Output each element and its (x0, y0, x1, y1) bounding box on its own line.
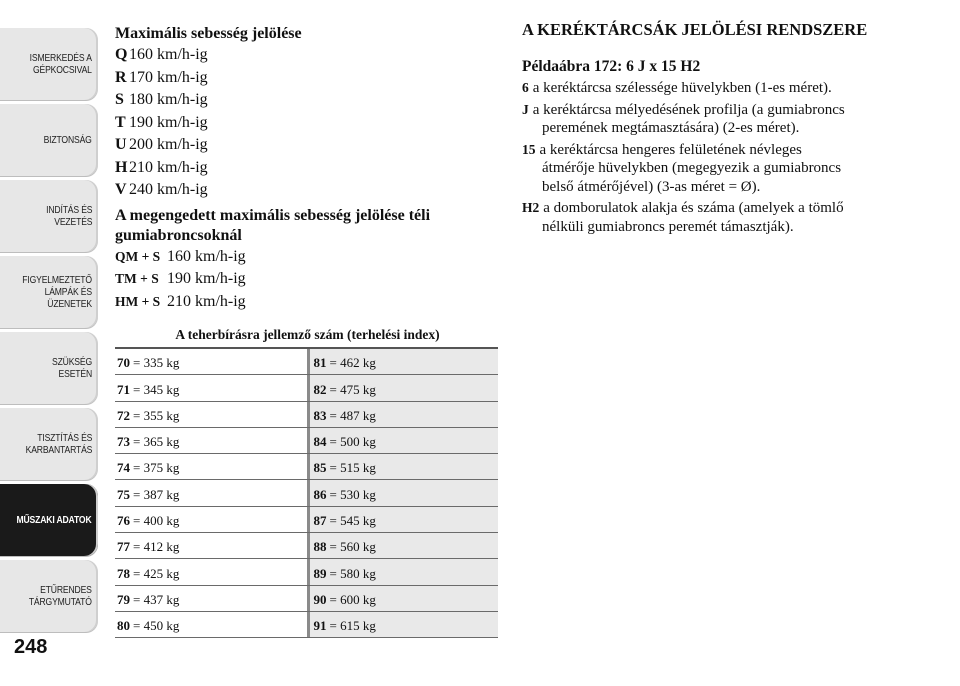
rim-item (522, 141, 902, 197)
rim-code: 6 (522, 80, 529, 95)
load-index-cell (115, 533, 307, 558)
load-index-cell (115, 559, 307, 584)
rim-item (522, 199, 902, 236)
load-index-weight: = 400 kg (133, 513, 180, 529)
speed-item: V 240 km/h-ig (115, 181, 208, 198)
tab-starting-driving[interactable] (0, 180, 98, 252)
load-index-number: 84 (313, 434, 327, 450)
load-index-weight: = 412 kg (133, 539, 180, 555)
load-index-weight: = 425 kg (133, 565, 180, 581)
load-index-number: 91 (313, 618, 327, 634)
load-index-cell (115, 507, 307, 532)
load-index-cell (307, 586, 499, 611)
rim-text: a keréktárcsa mélyedésének profilja (a gumiabroncs (532, 101, 845, 118)
load-index-number: 90 (313, 591, 327, 607)
table-row (115, 428, 498, 454)
rim-code: H2 (522, 200, 540, 215)
tab-technical-data[interactable] (0, 484, 98, 556)
load-index-number: 82 (313, 381, 327, 397)
load-index-weight: = 515 kg (329, 460, 376, 476)
rim-section (522, 20, 902, 236)
winter-speed-heading: A megengedett maximális sebesség jelölése téli gumiabroncsoknál (115, 206, 431, 244)
load-index-number: 77 (117, 539, 130, 555)
load-index-weight: = 560 kg (329, 539, 376, 555)
load-index-weight: = 365 kg (133, 434, 180, 450)
load-index-weight: = 355 kg (133, 407, 180, 423)
tab-label: ETŰRENDES TÁRGYMUTATÓ (29, 584, 92, 608)
load-index-table (115, 347, 498, 638)
rim-item (522, 101, 902, 138)
load-index-weight: = 615 kg (329, 618, 376, 634)
load-index-number: 72 (117, 407, 130, 423)
tab-label: TISZTÍTÁS ÉS KARBANTARTÁS (25, 432, 92, 456)
load-index-weight: = 450 kg (133, 618, 180, 634)
load-index-cell (115, 586, 307, 611)
load-index-weight: = 600 kg (329, 591, 376, 607)
rim-example: Példaábra 172: 6 J x 15 H2 (522, 58, 701, 75)
load-index-cell (307, 612, 499, 637)
load-index-weight: = 500 kg (329, 434, 376, 450)
load-index-number: 80 (117, 618, 130, 634)
tab-label: MŰSZAKI ADATOK (16, 514, 92, 526)
load-index-number: 88 (313, 539, 327, 555)
load-index-number: 75 (117, 486, 130, 502)
rim-items (522, 79, 902, 236)
load-index-number: 83 (313, 407, 327, 423)
tab-label: FIGYELMEZTETŐ LÁMPÁK ÉS ÜZENETEK (22, 274, 92, 310)
tab-getting-started[interactable] (0, 28, 98, 100)
load-index-weight: = 475 kg (329, 381, 376, 397)
tab-label: INDÍTÁS ÉS VEZETÉS (45, 204, 92, 228)
rim-text-continued: peremének megtámasztására) (2-es méret). (542, 120, 800, 136)
winter-speed-item: TM + S 190 km/h-ig (115, 270, 246, 287)
rim-text: a keréktárcsa szélessége hüvelykben (1-es méret). (532, 80, 832, 96)
table-row (115, 612, 498, 638)
load-index-weight: = 335 kg (133, 355, 180, 371)
load-index-cell (115, 480, 307, 505)
load-index-weight: = 545 kg (329, 513, 376, 529)
load-index-weight: = 345 kg (133, 381, 180, 397)
rim-text-continued: átmérője hüvelykben (megegyezik a gumiabroncs belső átmérőjével) (3-as méret = Ø). (542, 160, 842, 195)
rim-heading: A KERÉKTÁRCSÁK JELÖLÉSI RENDSZERE (522, 20, 868, 39)
load-index-number: 81 (313, 355, 327, 371)
load-index-cell (115, 428, 307, 453)
speed-item: R 170 km/h-ig (115, 68, 208, 86)
table-row (115, 402, 498, 428)
speed-item: S 180 km/h-ig (115, 91, 208, 108)
table-row (115, 507, 498, 533)
speed-section (115, 24, 500, 313)
table-row (115, 480, 498, 506)
table-row (115, 586, 498, 612)
winter-speed-item: QM + S 160 km/h-ig (115, 247, 246, 265)
rim-text-continued: nélküli gumiabroncs peremét támasztják). (542, 218, 794, 235)
load-index-cell (115, 349, 307, 374)
tab-label: ISMERKEDÉS A GÉPKOCSIVAL (29, 52, 92, 76)
table-row (115, 375, 498, 401)
load-index-number: 78 (117, 565, 130, 581)
tab-index[interactable] (0, 560, 98, 632)
load-index-cell (307, 349, 499, 374)
load-index-cell (307, 428, 499, 453)
load-index-cell (307, 507, 499, 532)
load-index-weight: = 387 kg (133, 486, 180, 502)
speed-item: U 200 km/h-ig (115, 136, 208, 153)
load-index-cell (115, 612, 307, 637)
tab-maintenance[interactable] (0, 408, 98, 480)
load-index-number: 86 (313, 486, 327, 502)
speed-item: H210 km/h-ig (115, 158, 208, 176)
load-index-number: 85 (313, 460, 327, 476)
speed-item: T 190 km/h-ig (115, 113, 208, 131)
table-row (115, 454, 498, 480)
load-index-number: 74 (117, 460, 130, 476)
load-index-cell (115, 454, 307, 479)
speed-item: Q160 km/h-ig (115, 46, 208, 63)
load-index-cell (307, 454, 499, 479)
load-index-weight: = 530 kg (329, 486, 376, 502)
load-index-weight: = 437 kg (133, 591, 180, 607)
load-index-number: 73 (117, 434, 130, 450)
tab-label: SZÜKSÉG ESETÉN (51, 356, 92, 380)
tab-safety[interactable] (0, 104, 98, 176)
rim-text: a keréktárcsa hengeres felületének névleges (539, 141, 802, 158)
load-index-number: 87 (313, 513, 327, 529)
rim-text: a domborulatok alakja és száma (amelyek a tömlő (543, 200, 844, 216)
load-index-weight: = 580 kg (329, 565, 376, 581)
load-index-number: 76 (117, 513, 130, 529)
table-row (115, 349, 498, 375)
load-index-number: 79 (117, 591, 130, 607)
tab-label: BIZTONSÁG (43, 134, 92, 146)
load-index-cell (307, 533, 499, 558)
load-index-cell (115, 402, 307, 427)
load-index-weight: = 487 kg (329, 407, 376, 423)
speed-heading: Maximális sebesség jelölése (115, 25, 302, 42)
load-index-cell (307, 402, 499, 427)
table-row (115, 533, 498, 559)
load-index-cell (115, 375, 307, 400)
load-index-number: 89 (313, 565, 327, 581)
rim-item (522, 79, 902, 98)
load-index-cell (307, 559, 499, 584)
rim-code: 15 (522, 141, 536, 157)
load-index-number: 71 (117, 381, 130, 397)
load-index-cell (307, 375, 499, 400)
tab-warning-lights[interactable] (0, 256, 98, 328)
page-number: 248 (14, 636, 48, 658)
table-row (115, 559, 498, 585)
load-index-cell (307, 480, 499, 505)
load-index-number: 70 (117, 355, 130, 371)
rim-code: J (522, 101, 529, 117)
load-index-weight: = 462 kg (329, 355, 376, 371)
tab-emergency[interactable] (0, 332, 98, 404)
load-index-weight: = 375 kg (133, 460, 180, 476)
winter-speed-item: HM + S 210 km/h-ig (115, 292, 246, 310)
load-table-title: A teherbírásra jellemző szám (terhelési index) (175, 327, 440, 342)
